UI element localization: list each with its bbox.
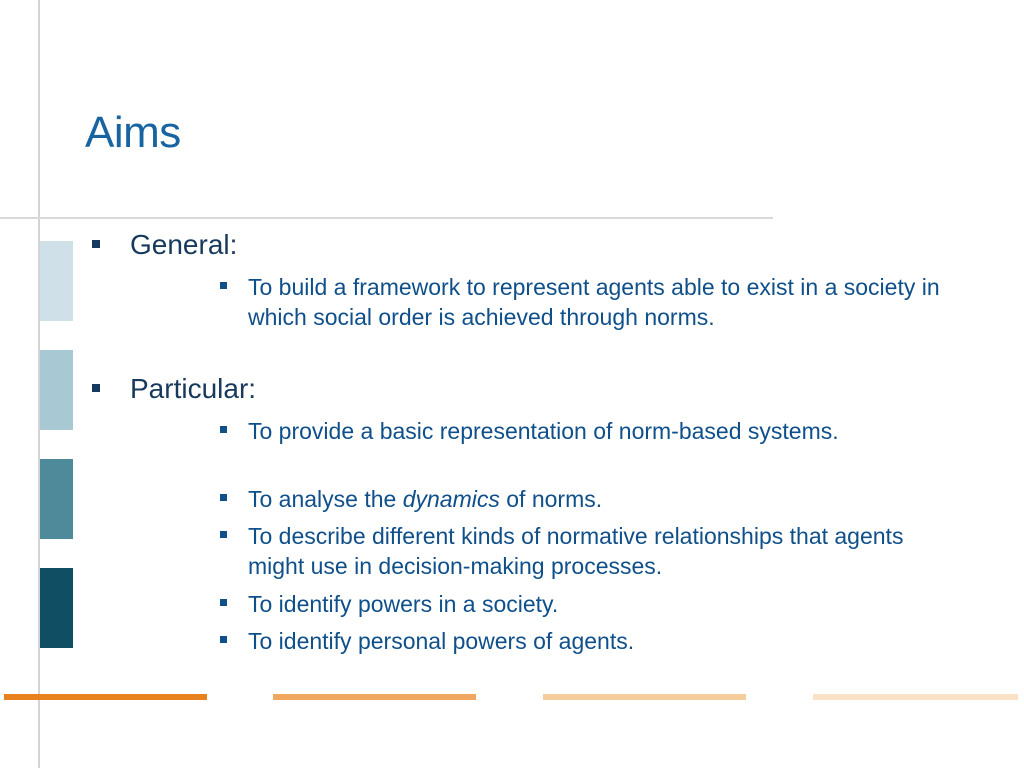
sub-bullet-text: To identify powers in a society. xyxy=(248,591,559,617)
sub-bullet xyxy=(248,626,948,656)
square-bullet-icon xyxy=(220,599,227,606)
square-bullet-icon xyxy=(92,384,100,392)
title-divider-rule xyxy=(0,217,773,219)
sub-bullet-text-start: To analyse the xyxy=(248,486,403,512)
bullet-heading: General: xyxy=(130,229,238,260)
decor-block-light xyxy=(40,350,73,430)
sub-bullet-text: To identify personal powers of agents. xyxy=(248,628,635,654)
decor-block-dark xyxy=(40,568,73,648)
bullet-heading: Particular: xyxy=(130,373,257,404)
bullet-general xyxy=(130,229,237,261)
square-bullet-icon xyxy=(220,636,227,643)
square-bullet-icon xyxy=(220,426,227,433)
sub-bullet xyxy=(248,484,948,514)
sub-bullet-text: To describe different kinds of normative relationships that agents might use in decision-making processes. xyxy=(248,523,904,579)
footer-bar-1 xyxy=(4,694,207,700)
sub-bullet xyxy=(248,521,948,581)
square-bullet-icon xyxy=(92,240,100,248)
sub-bullet-text-end: of norms. xyxy=(499,486,603,512)
square-bullet-icon xyxy=(220,531,227,538)
square-bullet-icon xyxy=(220,282,227,289)
sub-bullet xyxy=(248,272,948,332)
bullet-particular xyxy=(130,373,256,405)
sub-bullet xyxy=(248,589,948,619)
sub-bullet xyxy=(248,416,948,446)
sub-bullet-text: To provide a basic representation of norm-based systems. xyxy=(248,418,839,444)
square-bullet-icon xyxy=(220,494,227,501)
decor-block-lightest xyxy=(40,241,73,321)
slide-title: Aims xyxy=(85,108,181,157)
decor-block-medium xyxy=(40,459,73,539)
footer-bar-4 xyxy=(813,694,1018,700)
sub-bullet-text: To build a framework to represent agents able to exist in a society in which social order is achieved through norms. xyxy=(248,274,940,330)
footer-bar-3 xyxy=(543,694,746,700)
sub-bullet-emphasis: dynamics xyxy=(402,486,500,512)
footer-bar-2 xyxy=(273,694,476,700)
